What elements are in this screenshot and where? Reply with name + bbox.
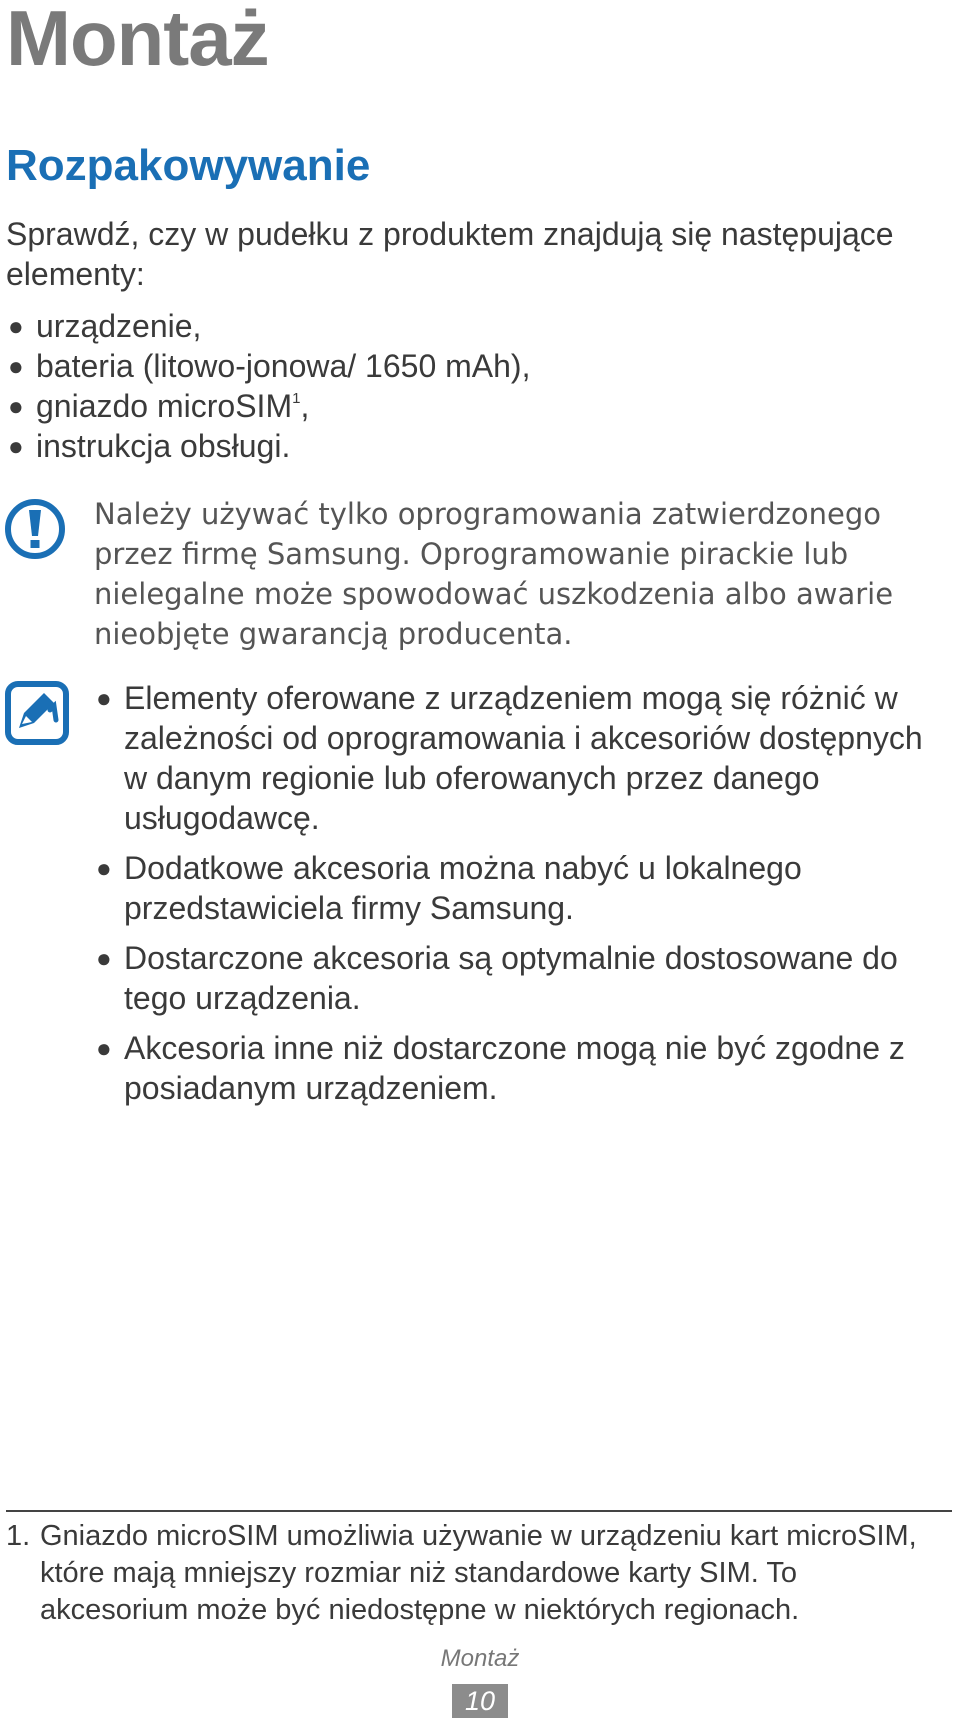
page-number-badge: 10	[452, 1684, 508, 1718]
bullet-icon: ●	[96, 1033, 112, 1063]
footnote	[6, 1518, 952, 1629]
section-title: Rozpakowywanie	[6, 141, 371, 190]
footnote-divider	[6, 1510, 952, 1512]
list-item: ● Dostarczone akcesoria są optymalnie dostosowane do tego urządzenia.	[96, 940, 898, 1016]
bullet-icon: ●	[8, 351, 24, 381]
bullet-icon: ●	[96, 853, 112, 883]
footnote-text: Gniazdo microSIM umożliwia używanie w urządzeniu kart microSIM, które mają mniejszy rozmiar niż standardowe karty SIM. To akcesorium może być niedostępne w niektórych regionach.	[40, 1520, 917, 1626]
list-item: ● urządzenie,	[8, 308, 202, 344]
footer-chapter-label: Montaż	[440, 1645, 520, 1672]
bullet-icon: ●	[96, 683, 112, 713]
list-item: ● Akcesoria inne niż dostarczone mogą nie być zgodne z posiadanym urządzeniem.	[96, 1030, 905, 1106]
bullet-icon: ●	[96, 943, 112, 973]
note-icon	[4, 680, 70, 746]
list-item: ● instrukcja obsługi.	[8, 428, 291, 464]
list-item: ● Elementy oferowane z urządzeniem mogą się różnić w zależności od oprogramowania i akcesoriów dostępnych w danym regionie lub oferowanych przez danego usługodawcę.	[96, 680, 923, 836]
footnote-reference: 1	[292, 390, 301, 407]
bullet-icon: ●	[8, 431, 24, 461]
bullet-icon: ●	[8, 391, 24, 421]
list-item: ● gniazdo microSIM$^1$,	[8, 388, 310, 424]
bullet-icon: ●	[8, 311, 24, 341]
intro-paragraph: Sprawdź, czy w pudełku z produktem znajdują się następujące elementy:	[6, 216, 894, 292]
chapter-title: Montaż	[6, 0, 269, 82]
warning-icon	[4, 498, 66, 560]
footnote-number: 1.	[6, 1520, 31, 1552]
list-item: ● bateria (litowo-jonowa/ 1650 mAh),	[8, 348, 531, 384]
warning-text: Należy używać tylko oprogramowania zatwierdzonego przez firmę Samsung. Oprogramowanie pirackie lub nielegalne może spowodować uszkodzenia albo awarie nieobjęte gwarancją producenta.	[94, 497, 894, 651]
list-item: ● Dodatkowe akcesoria można nabyć u lokalnego przedstawiciela firmy Samsung.	[96, 850, 802, 926]
package-contents-list	[6, 306, 906, 466]
note-list	[94, 678, 934, 1118]
